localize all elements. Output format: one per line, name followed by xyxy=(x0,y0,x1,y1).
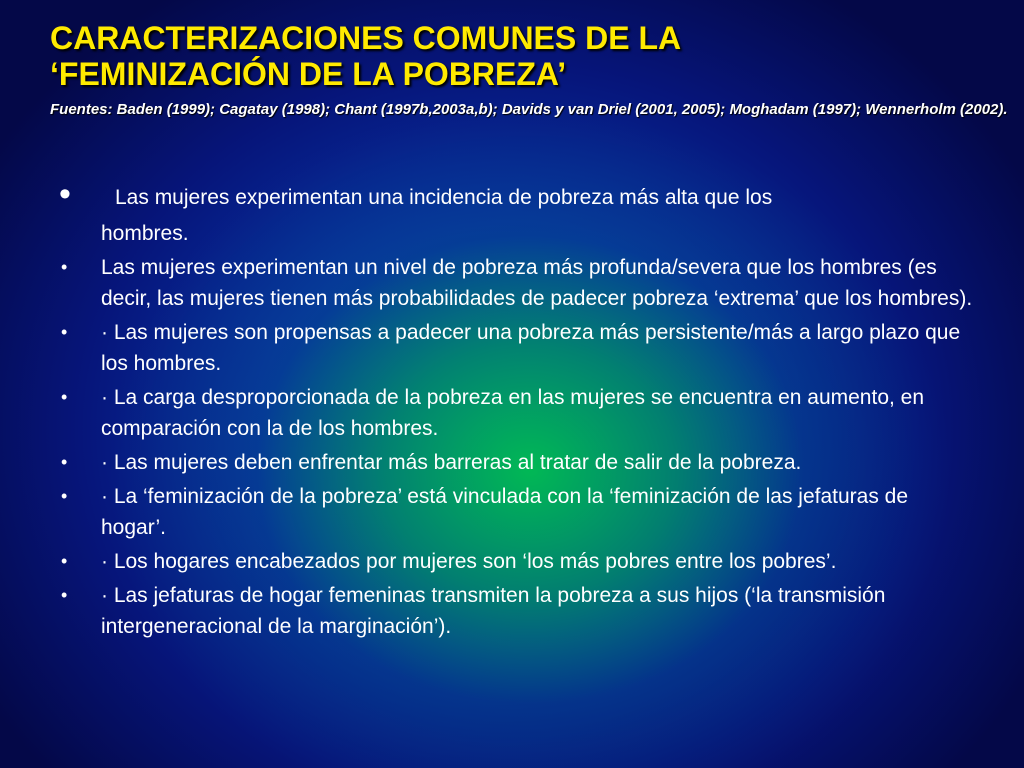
bullet-icon: • xyxy=(61,322,68,342)
bullet-text: · Las mujeres son propensas a padecer una pobreza más persistente/más a largo plazo que los hombres. xyxy=(101,321,961,375)
bullet-text: · La ‘feminización de la pobreza’ está vinculada con la ‘feminización de las jefaturas de hogar’. xyxy=(101,485,909,539)
bullet-icon: • xyxy=(61,452,68,472)
bullet-item xyxy=(55,317,975,379)
bullet-icon: • xyxy=(61,387,68,407)
slide-title xyxy=(50,20,1010,92)
bullet-text-line-1: Las mujeres experimentan una incidencia de pobreza más alta que los xyxy=(115,186,773,209)
bullet-icon: • xyxy=(61,257,68,277)
bullet-text-line-2: hombres. xyxy=(101,222,189,245)
title-line-1: CARACTERIZACIONES COMUNES DE LA xyxy=(50,20,682,56)
bullet-item xyxy=(55,382,975,444)
bullet-icon: • xyxy=(61,551,68,571)
bullet-item xyxy=(55,580,975,642)
title-block xyxy=(50,20,1010,119)
title-line-2: ‘FEMINIZACIÓN DE LA POBREZA’ xyxy=(50,56,567,92)
sources-text: Baden (1999); Cagatay (1998); Chant (1997b,2003a,b); Davids y van Driel (2001, 2005); Moghadam (1997); Wennerholm (2002). xyxy=(112,101,1008,118)
bullet-icon: • xyxy=(61,585,68,605)
sources-label: Fuentes: xyxy=(50,101,113,118)
bullet-text: · Las jefaturas de hogar femeninas transmiten la pobreza a sus hijos (‘la transmisión intergeneracional de la marginación’). xyxy=(101,584,886,638)
bullet-icon: • xyxy=(61,486,68,506)
bullet-item xyxy=(55,447,975,478)
bullet-item xyxy=(55,546,975,577)
bullet-text: · Los hogares encabezados por mujeres son ‘los más pobres entre los pobres’. xyxy=(101,550,837,573)
bullet-item xyxy=(55,481,975,543)
sources-citation xyxy=(50,100,1010,119)
bullet-item xyxy=(55,175,975,252)
bullet-text: · Las mujeres deben enfrentar más barreras al tratar de salir de la pobreza. xyxy=(101,451,802,474)
bullet-list xyxy=(55,175,975,645)
bullet-item xyxy=(55,252,975,314)
bullet-text: Las mujeres experimentan un nivel de pobreza más profunda/severa que los hombres (es decir, las mujeres tienen más probabilidades de padecer pobreza ‘extrema’ que los hombres). xyxy=(101,256,973,310)
bullet-text: · La carga desproporcionada de la pobreza en las mujeres se encuentra en aumento, en comparación con la de los hombres. xyxy=(101,386,925,440)
bullet-icon: • xyxy=(59,175,71,213)
